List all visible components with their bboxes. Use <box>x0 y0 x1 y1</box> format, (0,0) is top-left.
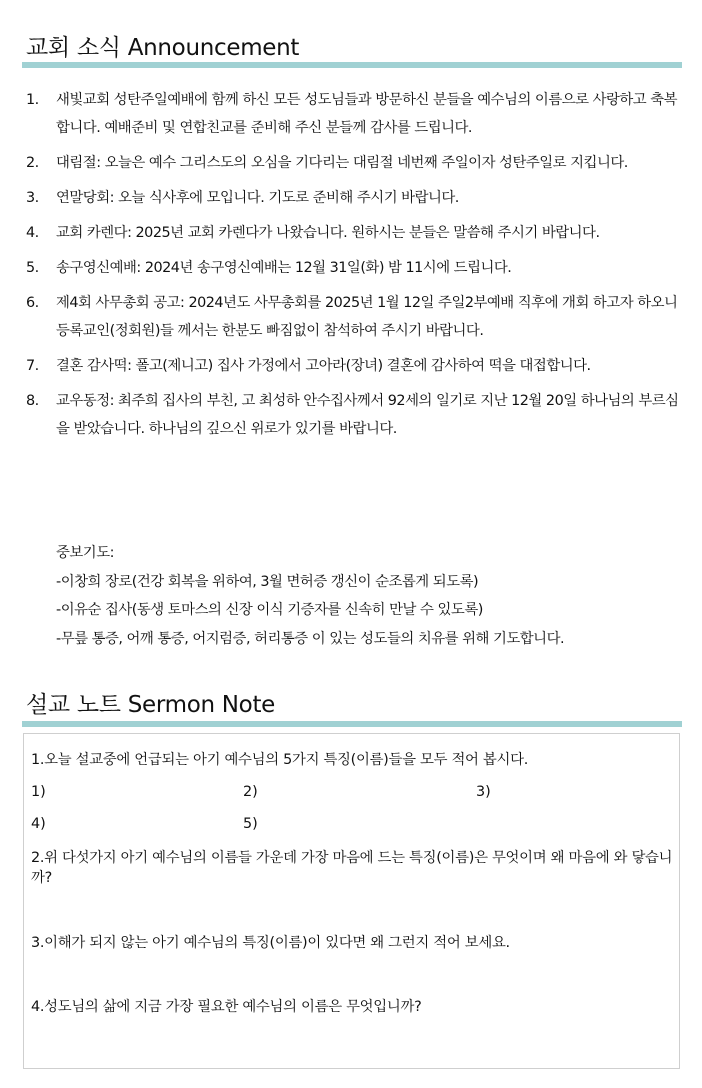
announcement-title: 교회 소식 Announcement <box>26 35 300 61</box>
item-number: 7. <box>26 358 39 374</box>
item-number: 3. <box>26 190 39 206</box>
item-text: 연말당회: 오늘 식사후에 모입니다. 기도로 준비해 주시기 바랍니다. <box>56 190 459 206</box>
item-text: 대림절: 오늘은 예수 그리스도의 오심을 기다리는 대림절 네번째 주일이자 성탄주일로 지킵니다. <box>56 155 628 171</box>
prayer-line: -무릎 통증, 어깨 통증, 어지럼증, 허리통증 이 있는 성도들의 치유를 위해 기도합니다. <box>56 630 565 647</box>
question-1: 1.오늘 설교중에 언급되는 아기 예수님의 5가지 특징(이름)들을 모두 적어 봅시다. <box>31 752 529 768</box>
announcement-item <box>26 149 682 177</box>
item-text: 교우동정: 최주희 집사의 부친, 고 최성하 안수집사께서 92세의 일기로 지난 12월 20일 하나님의 부르심을 받았습니다. 하나님의 깊으신 위로가 있기를 바랍니다. <box>56 393 679 437</box>
prayer-line: -이창희 장로(건강 회복을 위하여, 3월 면허증 갱신이 순조롭게 되도록) <box>56 573 479 590</box>
announcement-item <box>26 184 682 212</box>
announcement-item <box>26 289 682 345</box>
announcement-item <box>26 387 682 443</box>
item-number: 1. <box>26 92 39 108</box>
sermon-note-title: 설교 노트 Sermon Note <box>26 692 276 718</box>
blank-2: 2) <box>243 784 258 800</box>
intercessory-prayer <box>56 539 564 653</box>
question-2: 2.위 다섯가지 아기 예수님의 이름들 가운데 가장 마음에 드는 특징(이름)은 무엇이며 왜 마음에 와 닿습니까? <box>31 850 673 886</box>
sermon-divider <box>22 721 682 727</box>
announcement-list <box>26 86 682 450</box>
item-text: 송구영신예배: 2024년 송구영신예배는 12월 31일(화) 밤 11시에 드립니다. <box>56 260 512 276</box>
item-number: 4. <box>26 225 39 241</box>
item-number: 2. <box>26 155 39 171</box>
item-number: 6. <box>26 295 39 311</box>
question-4: 4.성도님의 삶에 지금 가장 필요한 예수님의 이름은 무엇입니까? <box>31 999 422 1015</box>
announcement-item <box>26 254 682 282</box>
blank-4: 4) <box>31 816 46 832</box>
item-text: 제4회 사무총회 공고: 2024년도 사무총회를 2025년 1월 12일 주일2부예배 직후에 개회 하고자 하오니 등록교인(정회원)들 께서는 한분도 빠짐없이 참석하여 주시기 바랍니다. <box>56 295 678 339</box>
item-text: 새빛교회 성탄주일예배에 함께 하신 모든 성도님들과 방문하신 분들을 예수님의 이름으로 사랑하고 축복합니다. 예배준비 및 연합친교를 준비해 주신 분들께 감사를 드립니다. <box>56 92 678 136</box>
item-text: 교회 카렌다: 2025년 교회 카렌다가 나왔습니다. 원하시는 분들은 말씀해 주시기 바랍니다. <box>56 225 600 241</box>
prayer-heading: 중보기도: <box>56 545 114 561</box>
item-number: 5. <box>26 260 39 276</box>
question-3: 3.이해가 되지 않는 아기 예수님의 특징(이름)이 있다면 왜 그런지 적어 보세요. <box>31 935 510 951</box>
item-number: 8. <box>26 393 39 409</box>
item-text: 결혼 감사떡: 폴고(제니고) 집사 가정에서 고아라(장녀) 결혼에 감사하여 떡을 대접합니다. <box>56 358 591 374</box>
announcement-item <box>26 352 682 380</box>
announcement-item <box>26 219 682 247</box>
blank-5: 5) <box>243 816 258 832</box>
sermon-note-box <box>23 733 680 1069</box>
announcement-item <box>26 86 682 142</box>
announcement-divider <box>22 62 682 68</box>
prayer-line: -이유순 집사(동생 토마스의 신장 이식 기증자를 신속히 만날 수 있도록) <box>56 602 483 618</box>
blank-1: 1) <box>31 784 46 800</box>
blank-3: 3) <box>476 784 491 800</box>
